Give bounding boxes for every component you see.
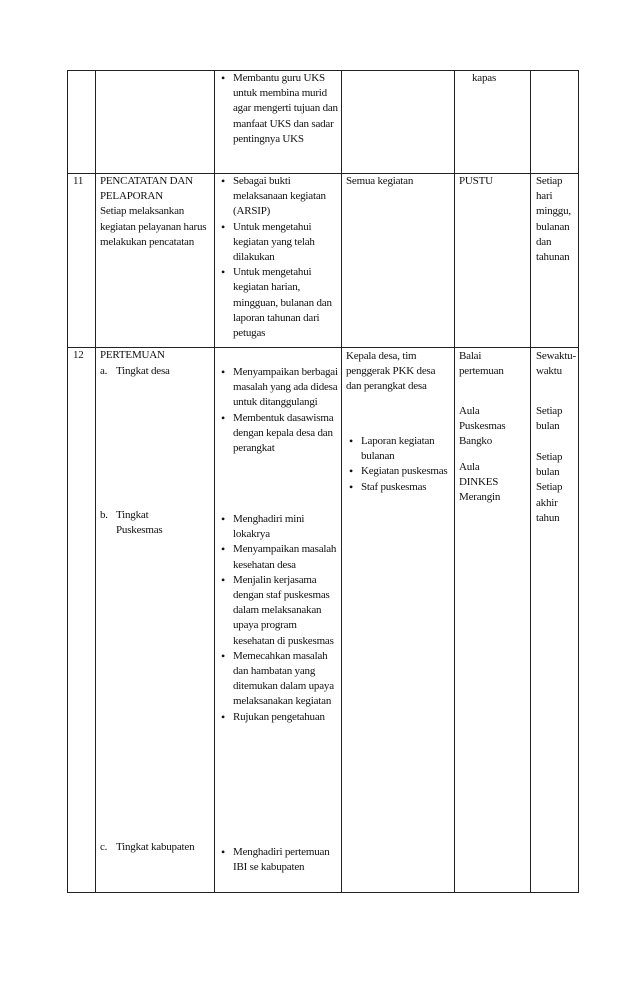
list-item: • Kegiatan puskesmas [346,464,453,479]
list-item: • Membantu guru UKS untuk membina murid agar mengerti tujuan dan manfaat UKS dan sadar pentingnya UKS [218,71,340,147]
activity-description: Setiap melaksankan kegiatan pelayanan harus melakukan pencatatan [100,205,207,248]
cell-purpose-continued [218,71,340,147]
cell-place-c: Aula DINKES Merangin [459,461,501,504]
col-divider [578,70,579,893]
cell-target-intro: Kepala desa, tim penggerak PKK desa dan perangkat desa [346,350,436,393]
sub-label: a. [100,365,108,377]
cell-place-continued: kapas [472,72,497,84]
list-item: • Staf puskesmas [346,480,453,495]
col-divider [454,70,455,893]
cell-target: Semua kegiatan [346,175,414,187]
sub-activity-b [100,508,213,538]
list-item: • Menyampaikan berbagai masalah yang ada didesa untuk ditanggulangi [218,365,340,411]
cell-place: PUSTU [459,175,493,187]
col-divider [67,70,68,893]
sub-text: Tingkat [116,509,149,521]
col-divider [95,70,96,893]
list-item: • Rujukan pengetahuan [218,710,340,725]
col-divider [530,70,531,893]
list-item: • Sebagai bukti melaksanaan kegiatan (ARSIP) [218,174,340,220]
cell-purpose-a [218,365,340,456]
sub-text: Tingkat kabupaten [116,841,195,853]
cell-target-list [346,434,453,495]
cell-number: 11 [73,175,84,187]
sub-text: Puskesmas [116,524,163,537]
list-item: • Menghadiri mini lokakrya [218,512,340,542]
sub-label: c. [100,841,108,853]
sub-activity-c [100,840,213,855]
cell-purpose [218,174,340,341]
list-item: • Menghadiri pertemuan IBI se kabupaten [218,845,340,875]
cell-time-c: Setiap bulan Setiap akhir tahun [536,451,563,524]
cell-time-b: Setiap bulan [536,405,563,433]
cell-purpose-c [218,845,340,875]
cell-place-b: Aula Puskesmas Bangko [459,405,506,448]
list-item: • Memecahkan masalah dan hambatan yang ditemukan dalam upaya melaksanakan kegiatan [218,649,340,710]
sub-label: b. [100,509,108,521]
cell-number: 12 [73,349,84,361]
sub-activity-a [100,364,213,379]
list-item: • Untuk mengetahui kegiatan yang telah dilakukan [218,220,340,266]
list-item: • Laporan kegiatan bulanan [346,434,453,464]
cell-place-a: Balai pertemuan [459,350,504,378]
cell-activity-title: PERTEMUAN [100,349,165,361]
col-divider [341,70,342,893]
list-item: • Menjalin kerjasama dengan staf puskesmas dalam melaksanakan upaya program kesehatan di puskesmas [218,573,340,649]
sub-text: Tingkat desa [116,365,170,377]
table-border-bottom [67,892,579,893]
list-item: • Menyampaikan masalah kesehatan desa [218,542,340,572]
col-divider [214,70,215,893]
cell-purpose-b [218,512,340,725]
list-item: • Membentuk dasawisma dengan kepala desa dan perangkat [218,411,340,457]
cell-time: Setiap hari minggu, bulanan dan tahunan [536,175,571,264]
cell-activity [100,174,213,250]
activity-title: PENCATATAN DAN PELAPORAN [100,175,193,203]
list-item: • Untuk mengetahui kegiatan harian, mingguan, bulanan dan laporan tahunan dari petugas [218,265,340,341]
cell-time-a: Sewaktu-waktu [536,350,576,378]
